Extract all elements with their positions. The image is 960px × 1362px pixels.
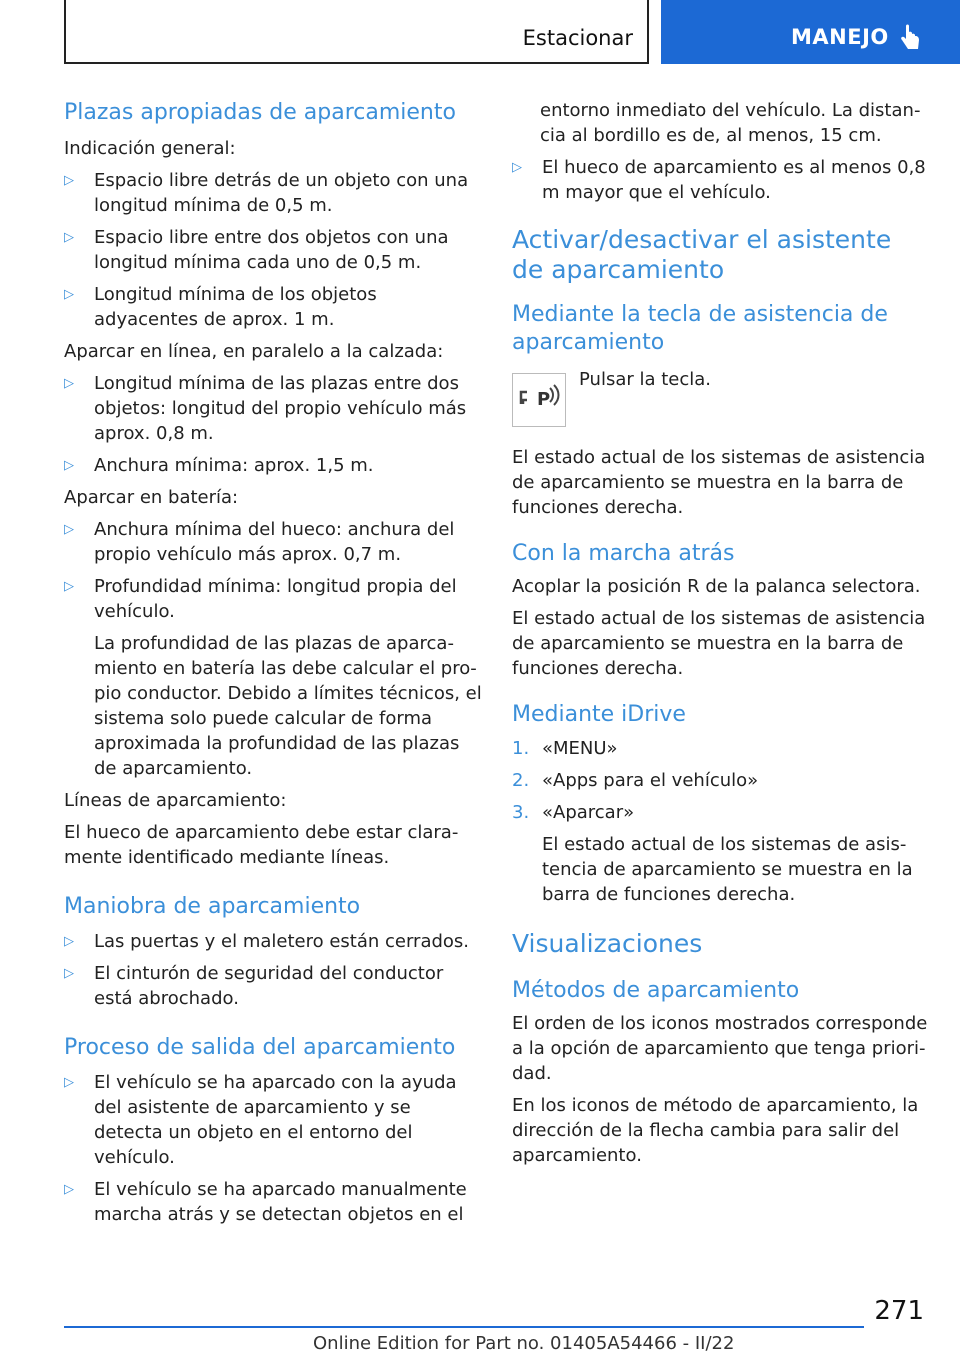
heading-idrive: Mediante iDrive	[512, 702, 686, 727]
heading-tecla: Mediante la tecla de asistencia de aparcamiento	[512, 302, 888, 355]
list-item: ▷ Anchura mínima del hueco: anchura del propio vehículo más aprox. 0,7 m.	[64, 519, 455, 565]
list-item: ▷ Las puertas y el maletero están cerrados.	[64, 931, 470, 952]
text-estado2: El estado actual de los sistemas de asistencia de aparcamiento se muestra en la barra de funciones derecha.	[512, 608, 926, 679]
list-item: 2. «Apps para el vehículo»	[512, 770, 759, 791]
header-section-box	[64, 0, 649, 64]
list-general	[64, 168, 484, 332]
heading-marcha: Con la marcha atrás	[512, 541, 735, 566]
text-lineas: Líneas de aparcamiento:	[64, 790, 287, 811]
triangle-right-icon: ▷	[64, 458, 74, 473]
triangle-right-icon: ▷	[64, 966, 74, 981]
triangle-right-icon: ▷	[64, 230, 74, 245]
hand-pointer-icon	[899, 24, 921, 52]
text-estado1: El estado actual de los sistemas de asistencia de aparcamiento se muestra en la barra de funciones derecha.	[512, 447, 926, 518]
triangle-right-icon: ▷	[64, 579, 74, 594]
list-salida	[64, 1070, 484, 1227]
heading-plazas: Plazas apropiadas de aparcamiento	[64, 100, 456, 125]
list-item: ▷ Espacio libre detrás de un objeto con una longitud mínima de 0,5 m.	[64, 170, 469, 216]
page-number: 271	[874, 1296, 924, 1326]
triangle-right-icon: ▷	[64, 1182, 74, 1197]
left-column	[64, 98, 484, 1227]
list-item: 1. «MENU»	[512, 738, 618, 759]
footer-edition: Online Edition for Part no. 01405A54466 - II/22	[313, 1333, 735, 1354]
list-idrive	[512, 736, 930, 907]
text-acoplar: Acoplar la posición R de la palanca selectora.	[512, 576, 921, 597]
triangle-right-icon: ▷	[512, 160, 522, 175]
list-item: ▷ Profundidad mínima: longitud propia del vehículo. La profundidad de las plazas de aparcamiento en batería las debe calcular el propio conductor. Debido a límites técnicos, el sistema solo puede calcular de forma aproximada la profundidad de las plazas de aparcamiento.	[64, 574, 484, 781]
note-step3: El estado actual de los sistemas de asistencia de aparcamiento se muestra en la barra de funciones derecha.	[542, 834, 913, 905]
list-item: ▷ El cinturón de seguridad del conductor está abrochado.	[64, 963, 444, 1009]
list-bateria	[64, 517, 484, 781]
list-item: ▷ Anchura mínima: aprox. 1,5 m.	[64, 455, 374, 476]
heading-salida: Proceso de salida del aparcamiento	[64, 1035, 456, 1060]
text-general: Indicación general:	[64, 138, 236, 159]
triangle-right-icon: ▷	[64, 522, 74, 537]
triangle-right-icon: ▷	[64, 934, 74, 949]
right-column	[512, 98, 930, 1168]
triangle-right-icon: ▷	[64, 1075, 74, 1090]
list-salida-cont	[512, 155, 930, 205]
list-item: 3. «Aparcar» El estado actual de los sistemas de asistencia de aparcamiento se muestra en la barra de funciones derecha.	[512, 800, 930, 907]
list-item: ▷ El vehículo se ha aparcado manualmente marcha atrás y se detectan objetos en el	[64, 1179, 467, 1225]
header-chapter-title: MANEJO	[791, 25, 889, 49]
header-chapter-box	[661, 0, 960, 64]
svg-text:P: P	[537, 389, 551, 410]
list-item: ▷ El vehículo se ha aparcado con la ayuda del asistente de aparcamiento y se detecta un objeto en el entorno del vehículo.	[64, 1072, 457, 1168]
text-orden: El orden de los iconos mostrados corresponde a la opción de aparcamiento que tenga prioridad.	[512, 1013, 928, 1084]
list-item: ▷ Longitud mínima de las plazas entre dos objetos: longitud del propio vehículo más aprox. 0,8 m.	[64, 373, 467, 444]
list-item: ▷ Espacio libre entre dos objetos con una longitud mínima cada uno de 0,5 m.	[64, 227, 449, 273]
text-linea: Aparcar en línea, en paralelo a la calzada:	[64, 341, 444, 362]
note-profundidad: La profundidad de las plazas de aparcamiento en batería las debe calcular el propio conductor. Debido a límites técnicos, el sistema solo puede calcular de forma aproximada la profundidad de las plazas de aparcamiento.	[94, 633, 482, 779]
key-row	[512, 367, 930, 439]
text-hueco: El hueco de aparcamiento debe estar claramente identificado mediante líneas.	[64, 822, 459, 868]
text-pulsar: Pulsar la tecla.	[579, 369, 712, 390]
heading-visualizaciones: Visualizaciones	[512, 929, 703, 958]
list-item: ▷ Longitud mínima de los objetos adyacentes de aprox. 1 m.	[64, 284, 377, 330]
header-section-title: Estacionar	[522, 26, 633, 50]
heading-metodos: Métodos de aparcamiento	[512, 978, 800, 1003]
list-item: ▷ El hueco de aparcamiento es al menos 0,8 m mayor que el vehículo.	[512, 157, 926, 203]
heading-activar: Activar/desactivar el asistente de aparcamiento	[512, 225, 892, 284]
triangle-right-icon: ▷	[64, 173, 74, 188]
triangle-right-icon: ▷	[64, 287, 74, 302]
list-linea	[64, 371, 484, 478]
text-bateria: Aparcar en batería:	[64, 487, 239, 508]
heading-maniobra: Maniobra de aparcamiento	[64, 894, 361, 919]
footer-divider	[64, 1326, 864, 1328]
triangle-right-icon: ▷	[64, 376, 74, 391]
park-assist-key-icon	[512, 373, 566, 427]
text-salida-cont: entorno inmediato del vehículo. La distancia al bordillo es de, al menos, 15 cm.	[540, 100, 921, 146]
list-maniobra	[64, 929, 484, 1011]
text-iconos: En los iconos de método de aparcamiento, la dirección de la flecha cambia para salir del aparcamiento.	[512, 1095, 919, 1166]
